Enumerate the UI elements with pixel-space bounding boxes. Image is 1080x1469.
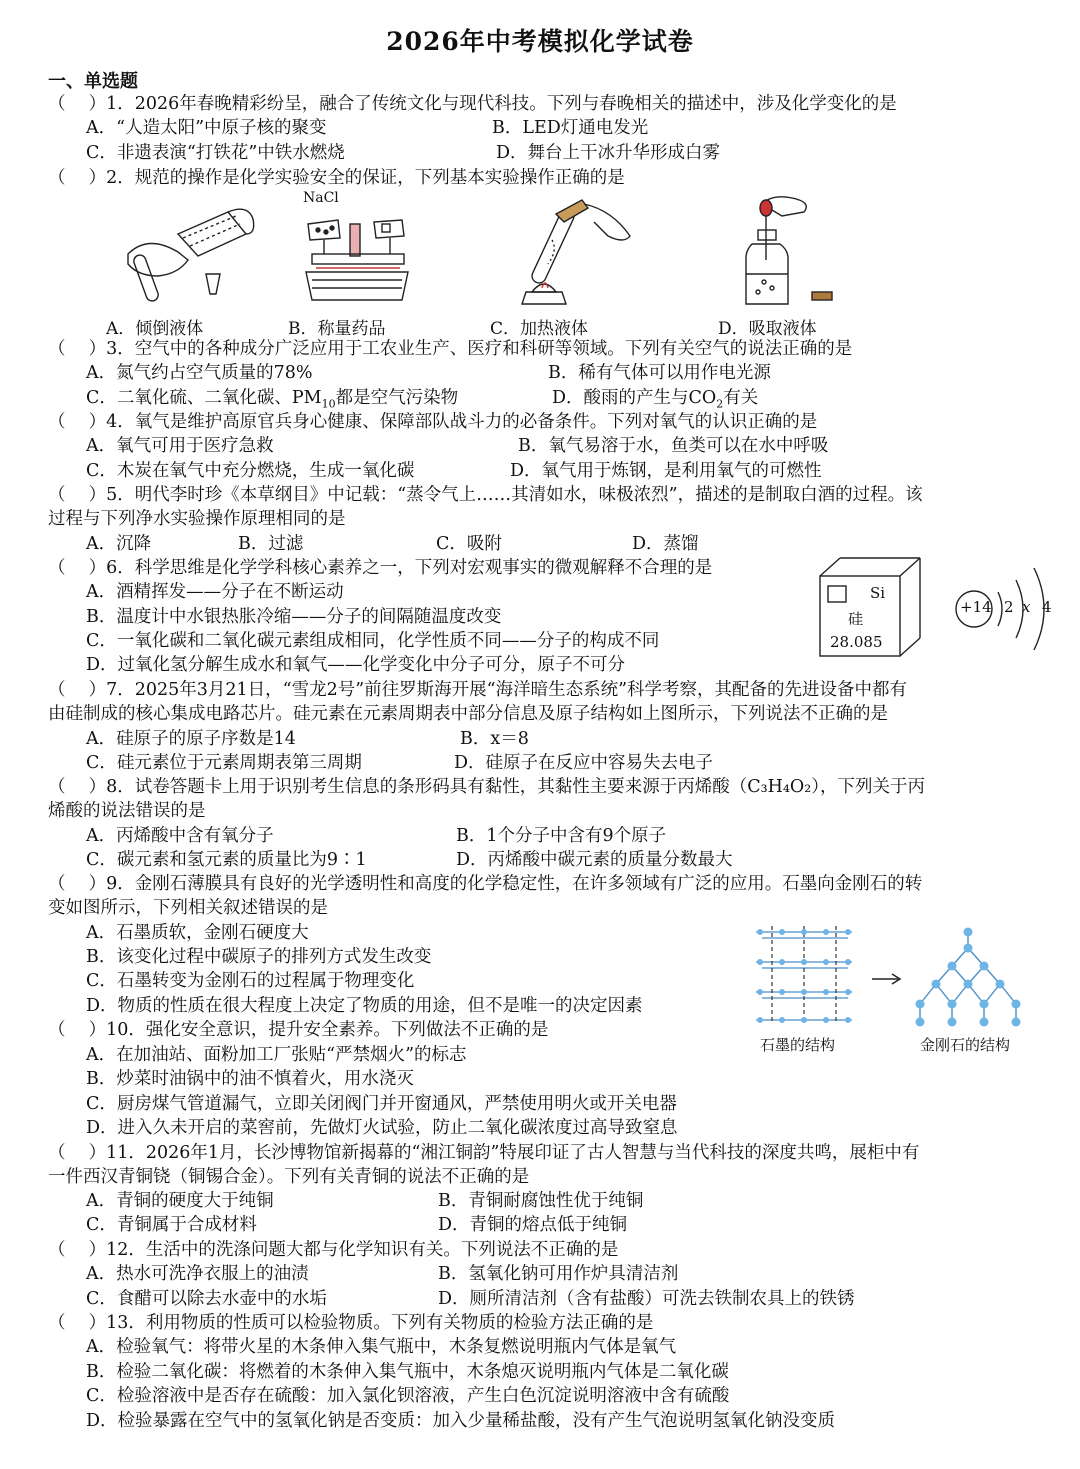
graphite-structure-diagram — [752, 922, 856, 1026]
atom-shell-1-count: 2 — [1004, 598, 1014, 616]
question-6-option-d: D．过氧化氢分解生成水和氧气——化学变化中分子可分，原子不可分 — [86, 655, 626, 675]
question-5-stem-line1: （ ）5．明代李时珍《本草纲目》中记载：“蒸令气上……其清如水，味极浓烈”，描述的是制取白酒的过程。该 — [48, 485, 923, 505]
diamond-structure-label: 金刚石的结构 — [920, 1036, 1011, 1054]
diamond-structure-diagram — [908, 926, 1028, 1030]
question-8-stem-line1: （ ）8．试卷答题卡上用于识别考生信息的条形码具有黏性，其黏性主要来源于丙烯酸（C₃H₄O₂），下列关于丙 — [48, 777, 925, 797]
question-10-option-d: D．进入久未开启的菜窖前，先做灯火试验，防止二氧化碳浓度过高导致窒息 — [86, 1118, 678, 1138]
atom-nucleus-charge: +14 — [960, 598, 992, 616]
question-11-option-c: C．青铜属于合成材料 — [86, 1215, 257, 1235]
question-9-option-c: C．石墨转变为金刚石的过程属于物理变化 — [86, 971, 415, 991]
pouring-liquid-illustration — [118, 194, 258, 306]
question-7-option-d: D．硅原子在反应中容易失去电子 — [454, 753, 714, 773]
nacl-label: NaCl — [303, 190, 339, 206]
page-title: 2026年中考模拟化学试卷 — [386, 27, 694, 56]
question-2-option-d: D．吸取液体 — [718, 319, 817, 339]
heating-liquid-illustration — [512, 200, 642, 310]
question-1-stem: （ ）1．2026年春晚精彩纷呈，融合了传统文化与现代科技。下列与春晚相关的描述中，涉及化学变化的是 — [48, 94, 897, 114]
question-13-option-a: A．检验氧气：将带火星的木条伸入集气瓶中，木条复燃说明瓶内气体是氧气 — [86, 1337, 677, 1357]
question-12-option-c: C．食醋可以除去水壶中的水垢 — [86, 1289, 327, 1309]
question-4-option-b: B．氧气易溶于水，鱼类可以在水中呼吸 — [518, 436, 829, 456]
question-4-option-c: C．木炭在氧气中充分燃烧，生成一氧化碳 — [86, 461, 415, 481]
question-8-option-d: D．丙烯酸中碳元素的质量分数最大 — [456, 850, 733, 870]
question-4-option-d: D．氧气用于炼钢，是利用氧气的可燃性 — [510, 461, 822, 481]
question-3-option-c: C．二氧化硫、二氧化碳、$PM_{10}$都是空气污染物 — [86, 388, 459, 411]
question-11-option-b: B．青铜耐腐蚀性优于纯铜 — [438, 1191, 644, 1211]
question-11-stem-line2: 一件西汉青铜铙（铜锡合金）。下列有关青铜的说法不正确的是 — [48, 1167, 530, 1187]
question-2-option-b: B．称量药品 — [288, 319, 386, 339]
question-5-stem-line2: 过程与下列净水实验操作原理相同的是 — [48, 509, 346, 529]
question-11-stem-line1: （ ）11．2026年1月，长沙博物馆新揭幕的“湘江铜韵”特展印证了古人智慧与当代科技的深度共鸣，展柜中有 — [48, 1143, 920, 1163]
question-11-option-a: A．青铜的硬度大于纯铜 — [86, 1191, 274, 1211]
question-7-stem-line1: （ ）7．2025年3月21日，“雪龙2号”前往罗斯海开展“海洋暗生态系统”科学考察，其配备的先进设备中都有 — [48, 680, 908, 700]
question-6-option-b: B．温度计中水银热胀冷缩——分子的间隔随温度改变 — [86, 607, 502, 627]
question-8-option-b: B．1个分子中含有9个原子 — [456, 826, 667, 846]
question-7-stem-line2: 由硅制成的核心集成电路芯片。硅元素在元素周期表中部分信息及原子结构如上图所示，下列说法不正确的是 — [48, 704, 888, 724]
question-9-option-b: B．该变化过程中碳原子的排列方式发生改变 — [86, 947, 432, 967]
question-10-option-b: B．炒菜时油锅中的油不慎着火，用水浇灭 — [86, 1069, 414, 1089]
question-10-option-a: A．在加油站、面粉加工厂张贴“严禁烟火”的标志 — [86, 1045, 467, 1065]
question-9-option-a: A．石墨质软，金刚石硬度大 — [86, 923, 309, 943]
question-7-option-a: A．硅原子的原子序数是14 — [86, 729, 296, 749]
question-6-stem: （ ）6．科学思维是化学学科核心素养之一，下列对宏观事实的微观解释不合理的是 — [48, 558, 713, 578]
question-10-option-c: C．厨房煤气管道漏气，立即关闭阀门并开窗通风，严禁使用明火或开关电器 — [86, 1094, 677, 1114]
silicon-atomic-mass: 28.085 — [830, 633, 883, 651]
silicon-symbol: Si — [870, 584, 886, 602]
question-12-stem: （ ）12．生活中的洗涤问题大都与化学知识有关。下列说法不正确的是 — [48, 1240, 619, 1260]
question-3-option-d: D．酸雨的产生与$CO_2$有关 — [552, 388, 759, 411]
question-2-stem: （ ）2．规范的操作是化学实验安全的保证，下列基本实验操作正确的是 — [48, 168, 625, 188]
question-5-option-c: C．吸附 — [436, 534, 502, 554]
question-3-option-a: A．氮气约占空气质量的78% — [86, 363, 313, 383]
question-9-option-d: D．物质的性质在很大程度上决定了物质的用途，但不是唯一的决定因素 — [86, 996, 643, 1016]
question-12-option-b: B．氢氧化钠可用作炉具清洁剂 — [438, 1264, 679, 1284]
question-1-option-c: C．非遗表演“打铁花”中铁水燃烧 — [86, 143, 345, 163]
question-8-option-c: C．碳元素和氢元素的质量比为9∶1 — [86, 850, 367, 870]
question-13-stem: （ ）13．利用物质的性质可以检验物质。下列有关物质的检验方法正确的是 — [48, 1313, 654, 1333]
question-8-option-a: A．丙烯酸中含有氧分子 — [86, 826, 274, 846]
question-11-option-d: D．青铜的熔点低于纯铜 — [438, 1215, 628, 1235]
question-3-option-b: B．稀有气体可以用作电光源 — [548, 363, 771, 383]
section-heading: 一、单选题 — [48, 71, 138, 92]
question-9-stem-line2: 变如图所示，下列相关叙述错误的是 — [48, 898, 328, 918]
question-3-stem: （ ）3．空气中的各种成分广泛应用于工农业生产、医疗和科研等领域。下列有关空气的说法正确的是 — [48, 339, 853, 359]
question-13-option-d: D．检验暴露在空气中的氢氧化钠是否变质：加入少量稀盐酸，没有产生气泡说明氢氧化钠没变质 — [86, 1411, 836, 1431]
question-1-option-d: D．舞台上干冰升华形成白雾 — [496, 143, 721, 163]
question-4-stem: （ ）4．氧气是维护高原官兵身心健康、保障部队战斗力的必备条件。下列对氧气的认识正确的是 — [48, 412, 818, 432]
question-5-option-a: A．沉降 — [86, 534, 152, 554]
atom-shell-3-count: 4 — [1042, 598, 1052, 616]
question-10-stem: （ ）10．强化安全意识，提升安全素养。下列做法不正确的是 — [48, 1020, 549, 1040]
question-13-option-c: C．检验溶液中是否存在硫酸：加入氯化钡溶液，产生白色沉淀说明溶液中含有硫酸 — [86, 1386, 730, 1406]
question-8-stem-line2: 烯酸的说法错误的是 — [48, 801, 206, 821]
question-9-stem-line1: （ ）9．金刚石薄膜具有良好的光学透明性和高度的化学稳定性，在许多领域有广泛的应用。石墨向金刚石的转 — [48, 874, 923, 894]
question-7-option-c: C．硅元素位于元素周期表第三周期 — [86, 753, 362, 773]
transformation-arrow — [872, 972, 902, 986]
silicon-name: 硅 — [848, 610, 864, 628]
question-7-option-b: B．x＝8 — [460, 729, 529, 749]
question-12-option-a: A．热水可洗净衣服上的油渍 — [86, 1264, 309, 1284]
question-2-option-a: A．倾倒液体 — [106, 319, 204, 339]
question-1-option-b: B．LED灯通电发光 — [492, 118, 649, 138]
dropper-illustration — [742, 194, 842, 308]
question-6-option-a: A．酒精挥发——分子在不断运动 — [86, 582, 344, 602]
question-4-option-a: A．氧气可用于医疗急救 — [86, 436, 274, 456]
question-2-option-c: C．加热液体 — [490, 319, 589, 339]
question-12-option-d: D．厕所清洁剂（含有盐酸）可洗去铁制农具上的铁锈 — [438, 1289, 855, 1309]
balance-illustration — [302, 210, 412, 308]
atom-shell-2-count: x — [1022, 598, 1031, 616]
question-1-option-a: A．“人造太阳”中原子核的聚变 — [86, 118, 327, 138]
graphite-structure-label: 石墨的结构 — [760, 1036, 836, 1054]
question-5-option-d: D．蒸馏 — [632, 534, 699, 554]
question-6-option-c: C．一氧化碳和二氧化碳元素组成相同，化学性质不同——分子的构成不同 — [86, 631, 660, 651]
question-5-option-b: B．过滤 — [238, 534, 304, 554]
question-13-option-b: B．检验二氧化碳：将燃着的木条伸入集气瓶中，木条熄灭说明瓶内气体是二氧化碳 — [86, 1362, 729, 1382]
